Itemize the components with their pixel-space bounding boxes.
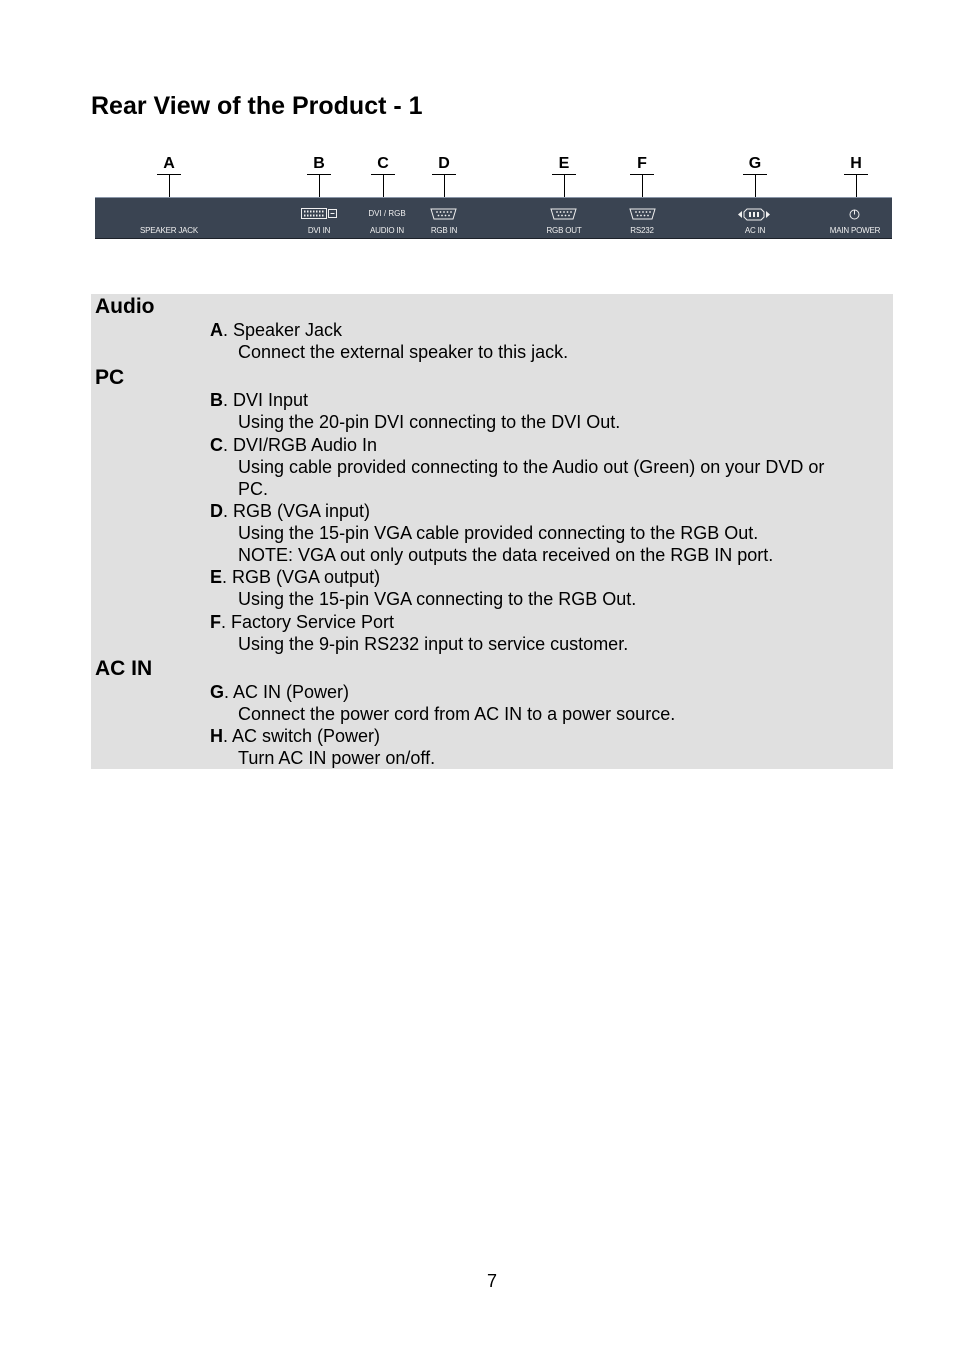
callout-g: G <box>748 155 762 172</box>
dvi-in-label: DVI IN <box>307 226 331 235</box>
item-c-desc: Using cable provided connecting to the Audio out (Green) on your DVD or <box>238 457 825 477</box>
main-power-label: MAIN POWER <box>829 226 881 235</box>
connector-descriptions <box>91 294 893 769</box>
rear-panel-diagram <box>91 150 895 242</box>
callout-h: H <box>850 155 862 172</box>
callout-line <box>564 175 565 198</box>
rs232-label: RS232 <box>630 226 654 235</box>
callout-line <box>856 175 857 198</box>
item-a-desc: Connect the external speaker to this jack. <box>238 342 569 362</box>
item-d-desc: Using the 15-pin VGA cable provided connecting to the RGB Out. <box>238 523 759 543</box>
vga-port-icon <box>550 208 577 220</box>
dvi-port-icon <box>301 208 337 219</box>
item-h-title: H. AC switch (Power) <box>210 726 381 746</box>
callout-b: B <box>313 155 325 172</box>
callout-f: F <box>637 155 647 172</box>
callout-line <box>169 175 170 198</box>
speaker-jack-label: SPEAKER JACK <box>139 226 199 235</box>
item-g-title: G. AC IN (Power) <box>210 682 350 702</box>
item-b-title: B. DVI Input <box>210 390 309 410</box>
dvi-rgb-label: DVI / RGB <box>368 209 406 218</box>
page-number: 7 <box>486 1271 497 1291</box>
callout-line <box>444 175 445 198</box>
item-e-title: E. RGB (VGA output) <box>210 567 381 587</box>
item-a-title: A. Speaker Jack <box>210 320 343 340</box>
ac-socket-icon <box>737 208 771 221</box>
audio-in-label: AUDIO IN <box>370 226 404 235</box>
item-c-title: C. DVI/RGB Audio In <box>210 435 378 455</box>
rear-panel <box>95 197 892 239</box>
callout-e: E <box>558 155 570 172</box>
rgb-in-label: RGB IN <box>430 226 458 235</box>
section-heading-pc: PC <box>95 366 125 389</box>
callout-line <box>755 175 756 198</box>
item-h-desc: Turn AC IN power on/off. <box>238 748 436 768</box>
vga-port-icon <box>430 208 457 220</box>
section-heading-ac-in: AC IN <box>95 657 153 680</box>
item-d-note: NOTE: VGA out only outputs the data received on the RGB IN port. <box>238 545 774 565</box>
callout-a: A <box>163 155 175 172</box>
item-b-desc: Using the 20-pin DVI connecting to the DVI Out. <box>238 412 621 432</box>
item-f-title: F. Factory Service Port <box>210 612 395 632</box>
item-f-desc: Using the 9-pin RS232 input to service customer. <box>238 634 629 654</box>
rgb-out-label: RGB OUT <box>546 226 582 235</box>
callout-line <box>642 175 643 198</box>
serial-port-icon <box>629 208 656 220</box>
page-title: Rear View of the Product - 1 <box>91 92 423 120</box>
power-icon <box>848 208 861 220</box>
ac-in-label: AC IN <box>744 226 766 235</box>
callout-line <box>383 175 384 198</box>
item-g-desc: Connect the power cord from AC IN to a power source. <box>238 704 676 724</box>
callout-c: C <box>377 155 389 172</box>
section-heading-audio: Audio <box>95 295 155 318</box>
item-c-desc-cont: PC. <box>238 479 269 499</box>
item-e-desc: Using the 15-pin VGA connecting to the RGB Out. <box>238 589 637 609</box>
callout-line <box>319 175 320 198</box>
callout-d: D <box>438 155 450 172</box>
item-d-title: D. RGB (VGA input) <box>210 501 371 521</box>
